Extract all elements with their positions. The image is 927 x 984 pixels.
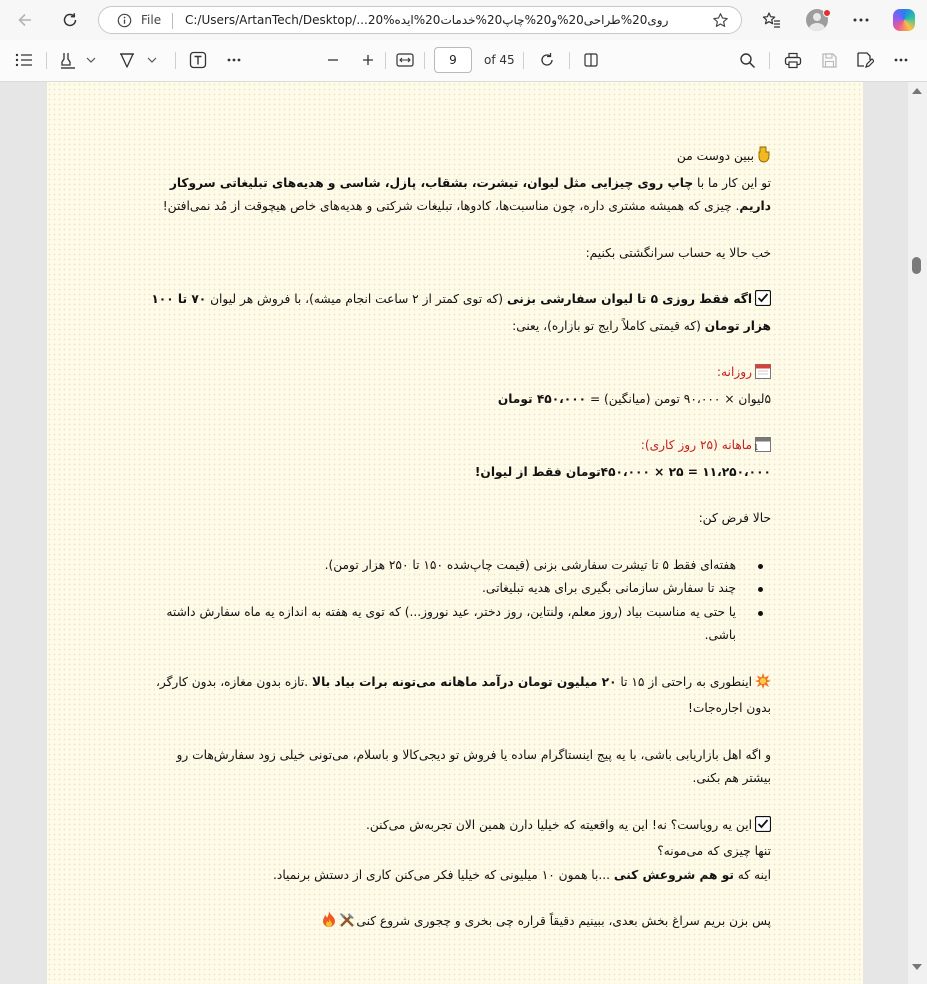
copilot-icon[interactable] (893, 9, 915, 31)
text-run: ۵لیوان × ۹۰،۰۰۰ تومن (میانگین) = (586, 391, 771, 406)
check-box-emoji-icon (755, 290, 771, 315)
toolbar-divider (424, 52, 425, 69)
paragraph-6: و اگه اهل بازاریابی باشی، با یه پیج اینستاگرام ساده یا فروش تو دیجی‌کالا و باسلام، می‌تونی خیلی زود سفارش‌هات رو بیشتر هم بکنی. (176, 747, 771, 785)
draw-button[interactable] (115, 48, 139, 72)
paragraph-1 (146, 172, 771, 219)
text-run: اینطوری به راحتی از ۱۵ تا (616, 674, 752, 689)
plus-icon (361, 53, 375, 67)
page-view-icon (583, 52, 601, 68)
daily-label: روزانه: (716, 365, 752, 379)
paragraph-9 (146, 864, 771, 888)
refresh-icon (61, 11, 79, 29)
page-total-label: of 45 (484, 53, 515, 67)
monthly-heading (146, 434, 771, 461)
more-dots-icon (853, 18, 869, 22)
profile-notification-dot (823, 9, 831, 17)
page-number-input[interactable]: 9 (434, 47, 472, 73)
text-run: پس بزن بریم سراغ بخش بعدی، ببینیم دقیقاً قراره چی بخری و چجوری شروع کنی (356, 914, 771, 928)
text-run: (که توی کمتر از ۲ ساعت انجام میشه)، با فروش هر لیوان (206, 292, 507, 306)
browser-toolbar (0, 0, 927, 40)
chevron-down-icon (147, 57, 157, 63)
pen-draw-icon (118, 51, 136, 69)
fire-emoji-icon (322, 911, 336, 937)
scroll-thumb[interactable] (912, 257, 921, 274)
paragraph-2: خب حالا یه حساب سرانگشتی بکنیم: (585, 245, 771, 260)
toolbar-divider (569, 52, 570, 69)
bold-run: اگه فقط روزی ۵ تا لیوان سفارشی بزنی (506, 292, 752, 306)
text-run: اینه که (733, 867, 771, 882)
intro-text: ببین دوست من (676, 149, 754, 163)
vertical-scrollbar[interactable] (908, 82, 927, 984)
toolbar-divider (523, 52, 524, 69)
bold-run: تو هم شروعش کنی (613, 867, 734, 882)
table-of-contents-button[interactable] (12, 48, 36, 72)
highlight-button[interactable] (56, 48, 80, 72)
more-tools-button[interactable] (222, 48, 246, 72)
favorites-list-icon (761, 11, 781, 29)
bold-run: ۷۰ تا ۱۰۰ هزار تومان (151, 292, 771, 333)
fit-to-width-button[interactable] (393, 48, 417, 72)
text-run: . چیزی که همیشه مشتری داره، چون مناسبت‌ها، کادوها، تبلیغات شرکتی و هدیه‌های خاص هیچوقت از مُد نمی‌افتن! (162, 199, 740, 213)
paragraph-3 (146, 288, 771, 338)
save-as-button[interactable] (853, 48, 877, 72)
rotate-icon (538, 51, 556, 69)
pdf-page (47, 82, 863, 984)
chevron-down-icon (86, 57, 96, 63)
text-run: ...با همون ۱۰ میلیونی که خیلیا فکر می‌کنن کاری از دستش برنمیاد. (273, 867, 614, 882)
text-run: .تازه بدون مغازه، بدون کارگر، بدون اجاره‌جات! (155, 674, 771, 715)
paragraph-8: تنها چیزی که می‌مونه؟ (657, 844, 771, 858)
pdf-more-options-button[interactable] (889, 48, 913, 72)
collision-emoji-icon (755, 673, 771, 698)
back-button[interactable] (10, 5, 40, 35)
favorites-button[interactable] (756, 5, 786, 35)
rotate-button[interactable] (535, 48, 559, 72)
more-dots-icon (227, 58, 241, 62)
list-item: هفته‌ای فقط ۵ تا تیشرت سفارشی بزنی (قیمت چاپ‌شده ۱۵۰ تا ۲۵۰ هزار تومن). (146, 554, 736, 578)
file-scheme-label: File (141, 13, 162, 27)
pointing-down-emoji-icon (757, 146, 771, 172)
toolbar-divider (769, 52, 770, 69)
paragraph-10 (146, 910, 771, 937)
save-disk-icon (821, 52, 838, 69)
page-view-button[interactable] (580, 48, 604, 72)
paragraph-5 (146, 671, 771, 721)
address-bar[interactable] (98, 6, 742, 34)
calendar-emoji-icon (755, 363, 771, 388)
page-text-content (146, 145, 771, 937)
monthly-label: ماهانه (۲۵ روز کاری): (640, 438, 752, 452)
add-text-button[interactable] (186, 48, 210, 72)
svg-text:31: 1 (755, 443, 759, 452)
check-box-emoji-icon (755, 816, 771, 841)
scroll-up-arrow-icon[interactable] (912, 88, 922, 94)
search-button[interactable] (735, 48, 759, 72)
toolbar-divider (175, 52, 176, 69)
paragraph-7 (146, 814, 771, 841)
calendar-31-emoji-icon (755, 436, 771, 461)
zoom-in-button[interactable] (356, 48, 380, 72)
contents-list-icon (15, 53, 33, 67)
more-dots-icon (894, 58, 908, 62)
scroll-down-arrow-icon[interactable] (912, 964, 922, 970)
pdf-toolbar (0, 40, 927, 82)
refresh-button[interactable] (55, 5, 85, 35)
address-separator (172, 13, 173, 29)
url-text[interactable]: C:/Users/ArtanTech/Desktop/...20%روی20%طراحی20%و20%چاپ20%خدمات20%ایده (185, 13, 669, 27)
bold-run: ۲۰ میلیون تومان درآمد ماهانه می‌تونه برات بیاد بالا (312, 674, 617, 689)
daily-calculation (146, 388, 771, 412)
bold-run: چاپ روی چیزایی مثل لیوان، تیشرت، بشقاب، پازل، شاسی و هدیه‌های تبلیغاتی سروکار داریم (169, 175, 771, 213)
info-icon[interactable] (117, 13, 132, 32)
monthly-calculation (146, 461, 771, 485)
save-button[interactable] (817, 48, 841, 72)
toolbar-divider (46, 52, 47, 69)
list-item: چند تا سفارش سازمانی بگیری برای هدیه تبلیغاتی. (146, 577, 736, 601)
bold-run: ۱۱،۲۵۰،۰۰۰ = ۲۵ × ۴۵۰،۰۰۰تومان فقط از لیوان! (474, 464, 771, 479)
print-button[interactable] (781, 48, 805, 72)
intro-line (146, 145, 771, 172)
zoom-out-button[interactable] (321, 48, 345, 72)
fit-width-icon (396, 53, 414, 67)
highlight-options-dropdown[interactable] (82, 48, 100, 72)
text-run: تو این کار ما با (693, 175, 771, 190)
back-arrow-icon (16, 11, 34, 29)
minus-icon (326, 53, 340, 67)
tools-emoji-icon (339, 912, 356, 937)
draw-options-dropdown[interactable] (143, 48, 161, 72)
bullet-list (146, 554, 771, 648)
bold-run: ۴۵۰،۰۰۰ تومان (497, 391, 587, 406)
list-item: یا حتی یه مناسبت بیاد (روز معلم، ولنتاین، روز دختر، عید نوروز...) که توی یه هفته به اندازه یه ماه سفارش داشته باشی. (146, 601, 736, 648)
paragraph-4: حالا فرض کن: (698, 511, 771, 525)
settings-menu-button[interactable] (846, 5, 876, 35)
printer-icon (784, 52, 802, 69)
daily-heading (146, 361, 771, 388)
toolbar-divider (385, 52, 386, 69)
text-run: (که قیمتی کاملاً رایج تو بازاره)، یعنی: (512, 318, 705, 333)
text-box-icon (189, 51, 207, 69)
text-run: این یه رویاست؟ نه! این یه واقعیته که خیلیا دارن همین الان تجربه‌ش می‌کنن. (366, 817, 752, 832)
search-icon (739, 52, 756, 69)
favorite-star-icon[interactable] (712, 12, 729, 33)
save-as-icon (856, 51, 874, 69)
pdf-viewport[interactable] (0, 82, 908, 984)
highlighter-icon (59, 51, 77, 69)
